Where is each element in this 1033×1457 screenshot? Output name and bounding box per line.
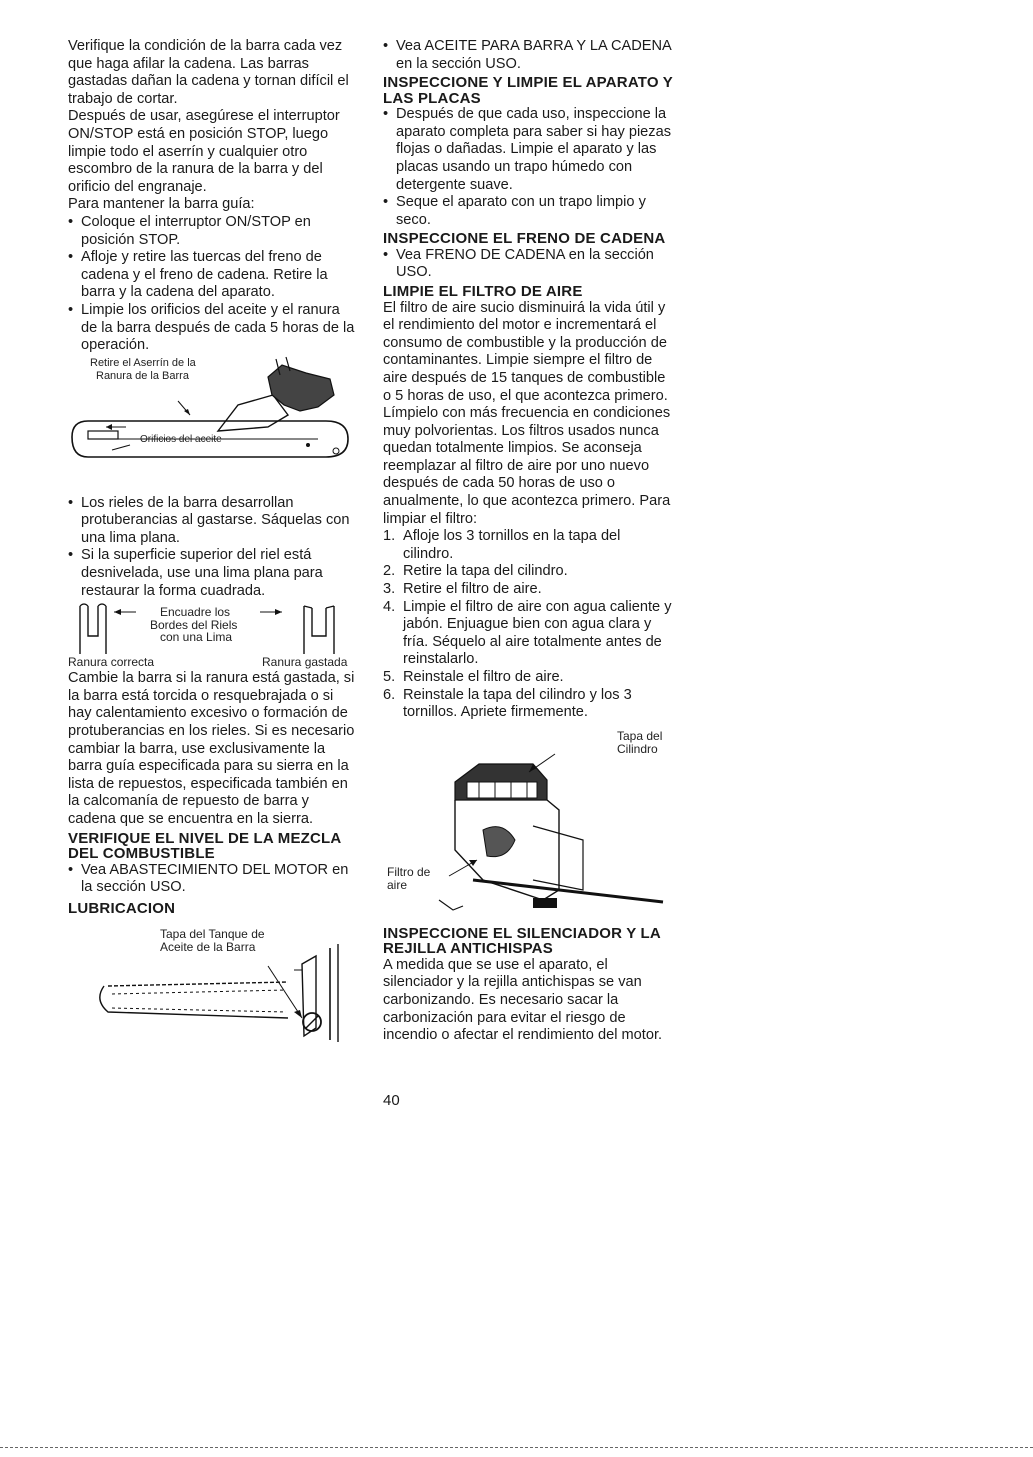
list-item: 1. Afloje los 3 tornillos en la tapa del cilindro. xyxy=(383,528,621,562)
section-heading: LUBRICACION xyxy=(68,899,176,917)
figure-label: Encuadre los xyxy=(160,605,231,620)
figure-label: Bordes del Riels xyxy=(150,618,238,633)
figure-label: Ranura de la Barra xyxy=(96,369,189,382)
figure-label: aire xyxy=(387,877,408,892)
page-number: 40 xyxy=(383,1092,400,1109)
figure-label: Tapa del xyxy=(617,728,663,743)
list-item: 6. Reinstale la tapa del cilindro y los 3 tornillos. Apriete firmemente. xyxy=(383,686,632,721)
figure-label: Retire el Aserrín de la xyxy=(90,356,196,369)
list-item: • Afloje y retire las tuercas del freno de cadena y el freno de cadena. Retire la barra y la cadena del aparato. xyxy=(68,249,328,301)
list-item: 5. Reinstale el filtro de aire. xyxy=(383,669,564,685)
list-item: • Vea ABASTECIMIENTO DEL MOTOR en la sección USO. xyxy=(68,861,349,896)
oil-cap-figure xyxy=(68,924,356,1044)
section-heading: INSPECCIONE EL FRENO DE CADENA xyxy=(383,230,666,248)
left-column xyxy=(68,38,356,1044)
list-item: 3. Retire el filtro de aire. xyxy=(383,581,542,598)
list-item: 4. Limpie el filtro de aire con agua caliente y jabón. Enjuague bien con agua clara y fría. Séquelo al aire totalmente antes de reinstalarlo. xyxy=(383,598,672,668)
section-heading: INSPECCIONE EL SILENCIADOR Y LA REJILLA ANTICHISPAS xyxy=(383,924,661,958)
figure-label: Cilindro xyxy=(617,741,658,756)
paragraph: Después de usar, asegúrese el interruptor ON/STOP está en posición STOP, luego limpie todo el aserrín y cualquier otro escombro de la ranura de la barra y del orificio del engranaje. xyxy=(68,108,340,195)
list-item: • Coloque el interruptor ON/STOP en posición STOP. xyxy=(68,213,311,248)
figure-label: Orificios del aceite xyxy=(140,433,222,445)
paragraph: El filtro de aire sucio disminuirá la vida útil y el rendimiento del motor e incrementará el consumo de combustible y la producción de contaminantes. Limpie siempre el filtro de aire después de 15 tanques de combustible o 5 horas de uso, el que acontezca primero. Límpielo con más frecuencia en condiciones muy polvorientas. Los filtros usados nunca quedan totalmente limpios. Se aconseja reemplazar al filtro de aire por uno nuevo después de cada 50 horas de uso o anualmente, lo que acontezca primero. Para limpiar el filtro: xyxy=(383,299,671,527)
list-item: • Vea ACEITE PARA BARRA Y LA CADENA en la sección USO. xyxy=(383,38,671,72)
section-heading: INSPECCIONE Y LIMPIE EL APARATO Y LAS PLACAS xyxy=(383,74,673,107)
section-heading: VERIFIQUE EL NIVEL DE LA MEZCLA DEL COMBUSTIBLE xyxy=(68,829,341,863)
list-item: • Vea FRENO DE CADENA en la sección USO. xyxy=(383,246,654,281)
paragraph: Verifique la condición de la barra cada vez que haga afilar la cadena. Las barras gastadas dañan la cadena y tornan difícil el trabajo de cortar. xyxy=(68,38,349,107)
section-heading: LIMPIE EL FILTRO DE AIRE xyxy=(383,283,583,301)
list-item: 2. Retire la tapa del cilindro. xyxy=(383,563,568,580)
list-item: • Los rieles de la barra desarrollan protuberancias al gastarse. Sáquelas con una lima plana. xyxy=(68,494,350,546)
figure-label: Filtro de xyxy=(387,864,431,879)
paragraph: Para mantener la barra guía: xyxy=(68,196,255,213)
list-item: • Seque el aparato con un trapo limpio y seco. xyxy=(383,194,646,228)
list-item: • Después de que cada uso, inspeccione la aparato completa para saber si hay piezas flojas o dañadas. Limpie el aparato y las placas usando un trapo húmedo con detergente suave. xyxy=(383,106,672,193)
figure-label: Tapa del Tanque de xyxy=(160,927,265,942)
footer-rule xyxy=(0,1447,1033,1449)
list-item: • Si la superficie superior del riel está desnivelada, use una lima plana para restaurar la forma cuadrada. xyxy=(68,547,323,599)
air-filter-figure xyxy=(383,730,673,920)
figure-label: Aceite de la Barra xyxy=(160,940,256,955)
figure-caption: Ranura correcta xyxy=(68,655,155,670)
bar-cleaning-figure xyxy=(68,355,356,495)
figure-caption: Ranura gastada xyxy=(262,655,348,670)
list-item: • Limpie los orificios del aceite y el ranura de la barra después de cada 5 horas de la operación. xyxy=(68,301,355,354)
paragraph: Cambie la barra si la ranura está gastada, si la barra está torcida o resquebrajada o si hay calentamiento excesivo o formación de protuberancias en los rieles. Si es necesario cambiar la barra, use exclusivamente la barra guía especificada para su sierra en la lista de repuestos, especificada también en la calcomanía de repuesto de barra y cadena que se encuentra en la sierra. xyxy=(68,670,355,827)
rail-groove-figure xyxy=(68,600,356,670)
air-filter-illustration xyxy=(383,730,673,920)
right-column xyxy=(383,38,673,1045)
figure-label: con una Lima xyxy=(160,630,233,645)
paragraph: A medida que se use el aparato, el silenciador y la rejilla antichispas se van carbonizando. Es necesario sacar la carbonización para evitar el riesgo de incendio o afectar el rendimiento del motor. xyxy=(383,956,663,1044)
